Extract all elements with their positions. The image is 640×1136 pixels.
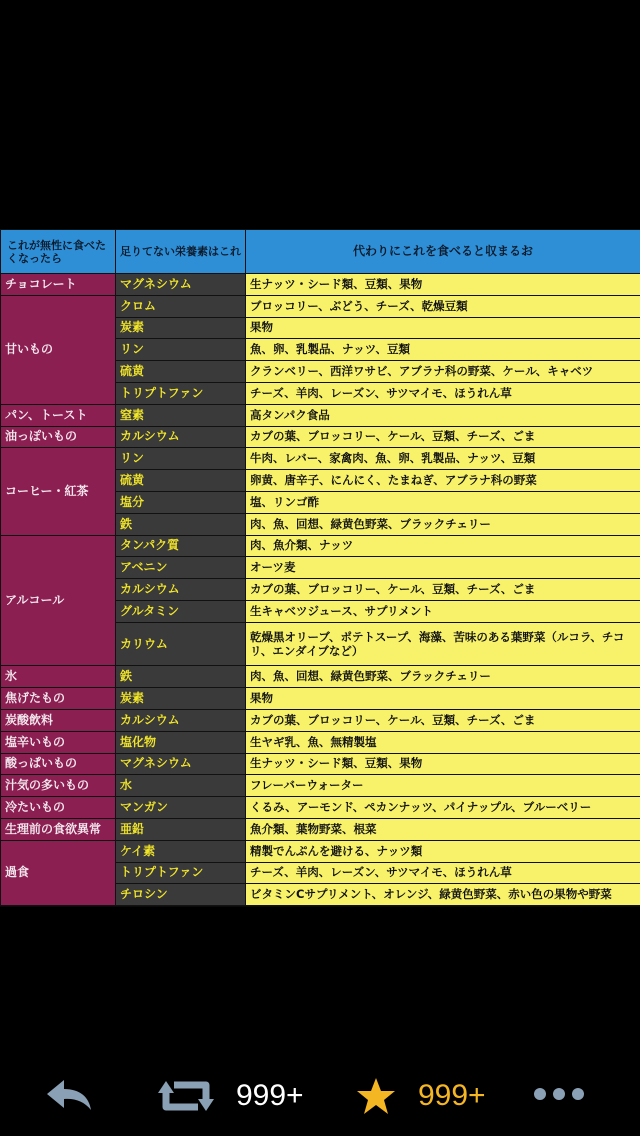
food-cell: カブの葉、ブロッコリー、ケール、豆類、チーズ、ごま [246, 426, 640, 448]
food-cell: カブの葉、ブロッコリー、ケール、豆類、チーズ、ごま [246, 579, 640, 601]
nutrient-cell: マンガン [116, 797, 246, 819]
nutrient-cell: 炭素 [116, 317, 246, 339]
header-nutrient: 足りてない栄養素はこれ [116, 230, 246, 274]
food-cell: 魚介類、葉物野菜、根菜 [246, 818, 640, 840]
craving-cell: 酸っぱいもの [1, 753, 116, 775]
reply-icon [44, 1077, 94, 1113]
table-row [1, 274, 640, 296]
table-row [1, 295, 640, 317]
food-cell: 果物 [246, 688, 640, 710]
tweet-action-bar [0, 1055, 640, 1136]
nutrient-cell: クロム [116, 295, 246, 317]
food-cell: 塩、リンゴ酢 [246, 491, 640, 513]
nutrient-cell: トリプトファン [116, 862, 246, 884]
header-craving: これが無性に食べたくなったら [1, 230, 116, 274]
food-cell: 生キャベツジュース、サプリメント [246, 600, 640, 622]
nutrient-cell: 水 [116, 775, 246, 797]
nutrient-cell: アベニン [116, 557, 246, 579]
food-cell: クランベリー、西洋ワサビ、アブラナ科の野菜、ケール、キャベツ [246, 361, 640, 383]
nutrient-cell: カリウム [116, 622, 246, 666]
retweet-button[interactable] [158, 1077, 304, 1115]
table-row [1, 535, 640, 557]
craving-cell: 過食 [1, 840, 116, 905]
food-cell: 肉、魚、回想、緑黄色野菜、ブラックチェリー [246, 513, 640, 535]
reply-button[interactable] [44, 1077, 94, 1113]
craving-cell: コーヒー・紅茶 [1, 448, 116, 535]
nutrient-cell: 鉄 [116, 513, 246, 535]
favorite-count: 999+ [418, 1079, 486, 1112]
table-row [1, 840, 640, 862]
table-row [1, 818, 640, 840]
nutrient-cell: 塩分 [116, 491, 246, 513]
nutrient-cell: グルタミン [116, 600, 246, 622]
nutrient-cell: カルシウム [116, 426, 246, 448]
table-row [1, 709, 640, 731]
table-row [1, 426, 640, 448]
food-cell: 生ナッツ・シード類、豆類、果物 [246, 274, 640, 296]
craving-cell: 焦げたもの [1, 688, 116, 710]
header-alternative-food: 代わりにこれを食べると収まるお [246, 230, 640, 274]
nutrient-cell: 炭素 [116, 688, 246, 710]
retweet-count: 999+ [236, 1079, 304, 1112]
craving-cell: 冷たいもの [1, 797, 116, 819]
food-cell: 生ナッツ・シード類、豆類、果物 [246, 753, 640, 775]
table-row [1, 775, 640, 797]
table-row [1, 753, 640, 775]
craving-cell: 塩辛いもの [1, 731, 116, 753]
food-cell: 高タンパク食品 [246, 404, 640, 426]
infographic-image [0, 229, 640, 907]
food-cell: 生ヤギ乳、魚、無精製塩 [246, 731, 640, 753]
table-body [1, 274, 640, 906]
food-cell: 肉、魚介類、ナッツ [246, 535, 640, 557]
food-cell: 魚、卵、乳製品、ナッツ、豆類 [246, 339, 640, 361]
food-cell: ビタミンCサプリメント、オレンジ、緑黄色野菜、赤い色の果物や野菜 [246, 884, 640, 906]
table-row [1, 797, 640, 819]
more-dots-icon [533, 1087, 585, 1101]
food-cell: 卵黄、唐辛子、にんにく、たまねぎ、アブラナ科の野菜 [246, 470, 640, 492]
food-cell: カブの葉、ブロッコリー、ケール、豆類、チーズ、ごま [246, 709, 640, 731]
table-row [1, 666, 640, 688]
food-cell: 牛肉、レバー、家禽肉、魚、卵、乳製品、ナッツ、豆類 [246, 448, 640, 470]
nutrient-cell: 塩化物 [116, 731, 246, 753]
food-cell: オーツ麦 [246, 557, 640, 579]
craving-cell: 炭酸飲料 [1, 709, 116, 731]
food-cell: 果物 [246, 317, 640, 339]
nutrient-cell: 鉄 [116, 666, 246, 688]
nutrient-cell: タンパク質 [116, 535, 246, 557]
nutrient-cell: チロシン [116, 884, 246, 906]
nutrient-cell: マグネシウム [116, 753, 246, 775]
nutrient-cell: 窒素 [116, 404, 246, 426]
food-cell: チーズ、羊肉、レーズン、サツマイモ、ほうれん草 [246, 382, 640, 404]
food-cell: 精製でんぷんを避ける、ナッツ類 [246, 840, 640, 862]
nutrient-cell: トリプトファン [116, 382, 246, 404]
star-icon [356, 1077, 396, 1115]
table-row [1, 688, 640, 710]
table-row [1, 404, 640, 426]
food-cell: フレーバーウォーター [246, 775, 640, 797]
food-cell: 乾燥黒オリーブ、ポテトスープ、海藻、苦味のある葉野菜（ルコラ、チコリ、エンダイブなど） [246, 622, 640, 666]
food-cell: ブロッコリー、ぶどう、チーズ、乾燥豆類 [246, 295, 640, 317]
craving-cell: 甘いもの [1, 295, 116, 404]
more-options-button[interactable] [533, 1087, 585, 1101]
craving-cell: チョコレート [1, 274, 116, 296]
food-cell: 肉、魚、回想、緑黄色野菜、ブラックチェリー [246, 666, 640, 688]
nutrient-cell: 硫黄 [116, 361, 246, 383]
nutrient-cell: リン [116, 448, 246, 470]
nutrient-cell: リン [116, 339, 246, 361]
nutrient-cell: ケイ素 [116, 840, 246, 862]
table-row [1, 448, 640, 470]
nutrient-cell: カルシウム [116, 579, 246, 601]
craving-cell: 生理前の食欲異常 [1, 818, 116, 840]
nutrient-cell: マグネシウム [116, 274, 246, 296]
food-cell: チーズ、羊肉、レーズン、サツマイモ、ほうれん草 [246, 862, 640, 884]
nutrient-cell: 硫黄 [116, 470, 246, 492]
table-row [1, 731, 640, 753]
retweet-icon [158, 1077, 214, 1115]
craving-cell: 氷 [1, 666, 116, 688]
craving-cell: 油っぽいもの [1, 426, 116, 448]
nutrient-cell: カルシウム [116, 709, 246, 731]
craving-cell: パン、トースト [1, 404, 116, 426]
cravings-table [0, 229, 640, 906]
nutrient-cell: 亜鉛 [116, 818, 246, 840]
food-cell: くるみ、アーモンド、ペカンナッツ、パイナップル、ブルーベリー [246, 797, 640, 819]
favorite-button[interactable] [356, 1077, 486, 1115]
craving-cell: 汁気の多いもの [1, 775, 116, 797]
craving-cell: アルコール [1, 535, 116, 666]
